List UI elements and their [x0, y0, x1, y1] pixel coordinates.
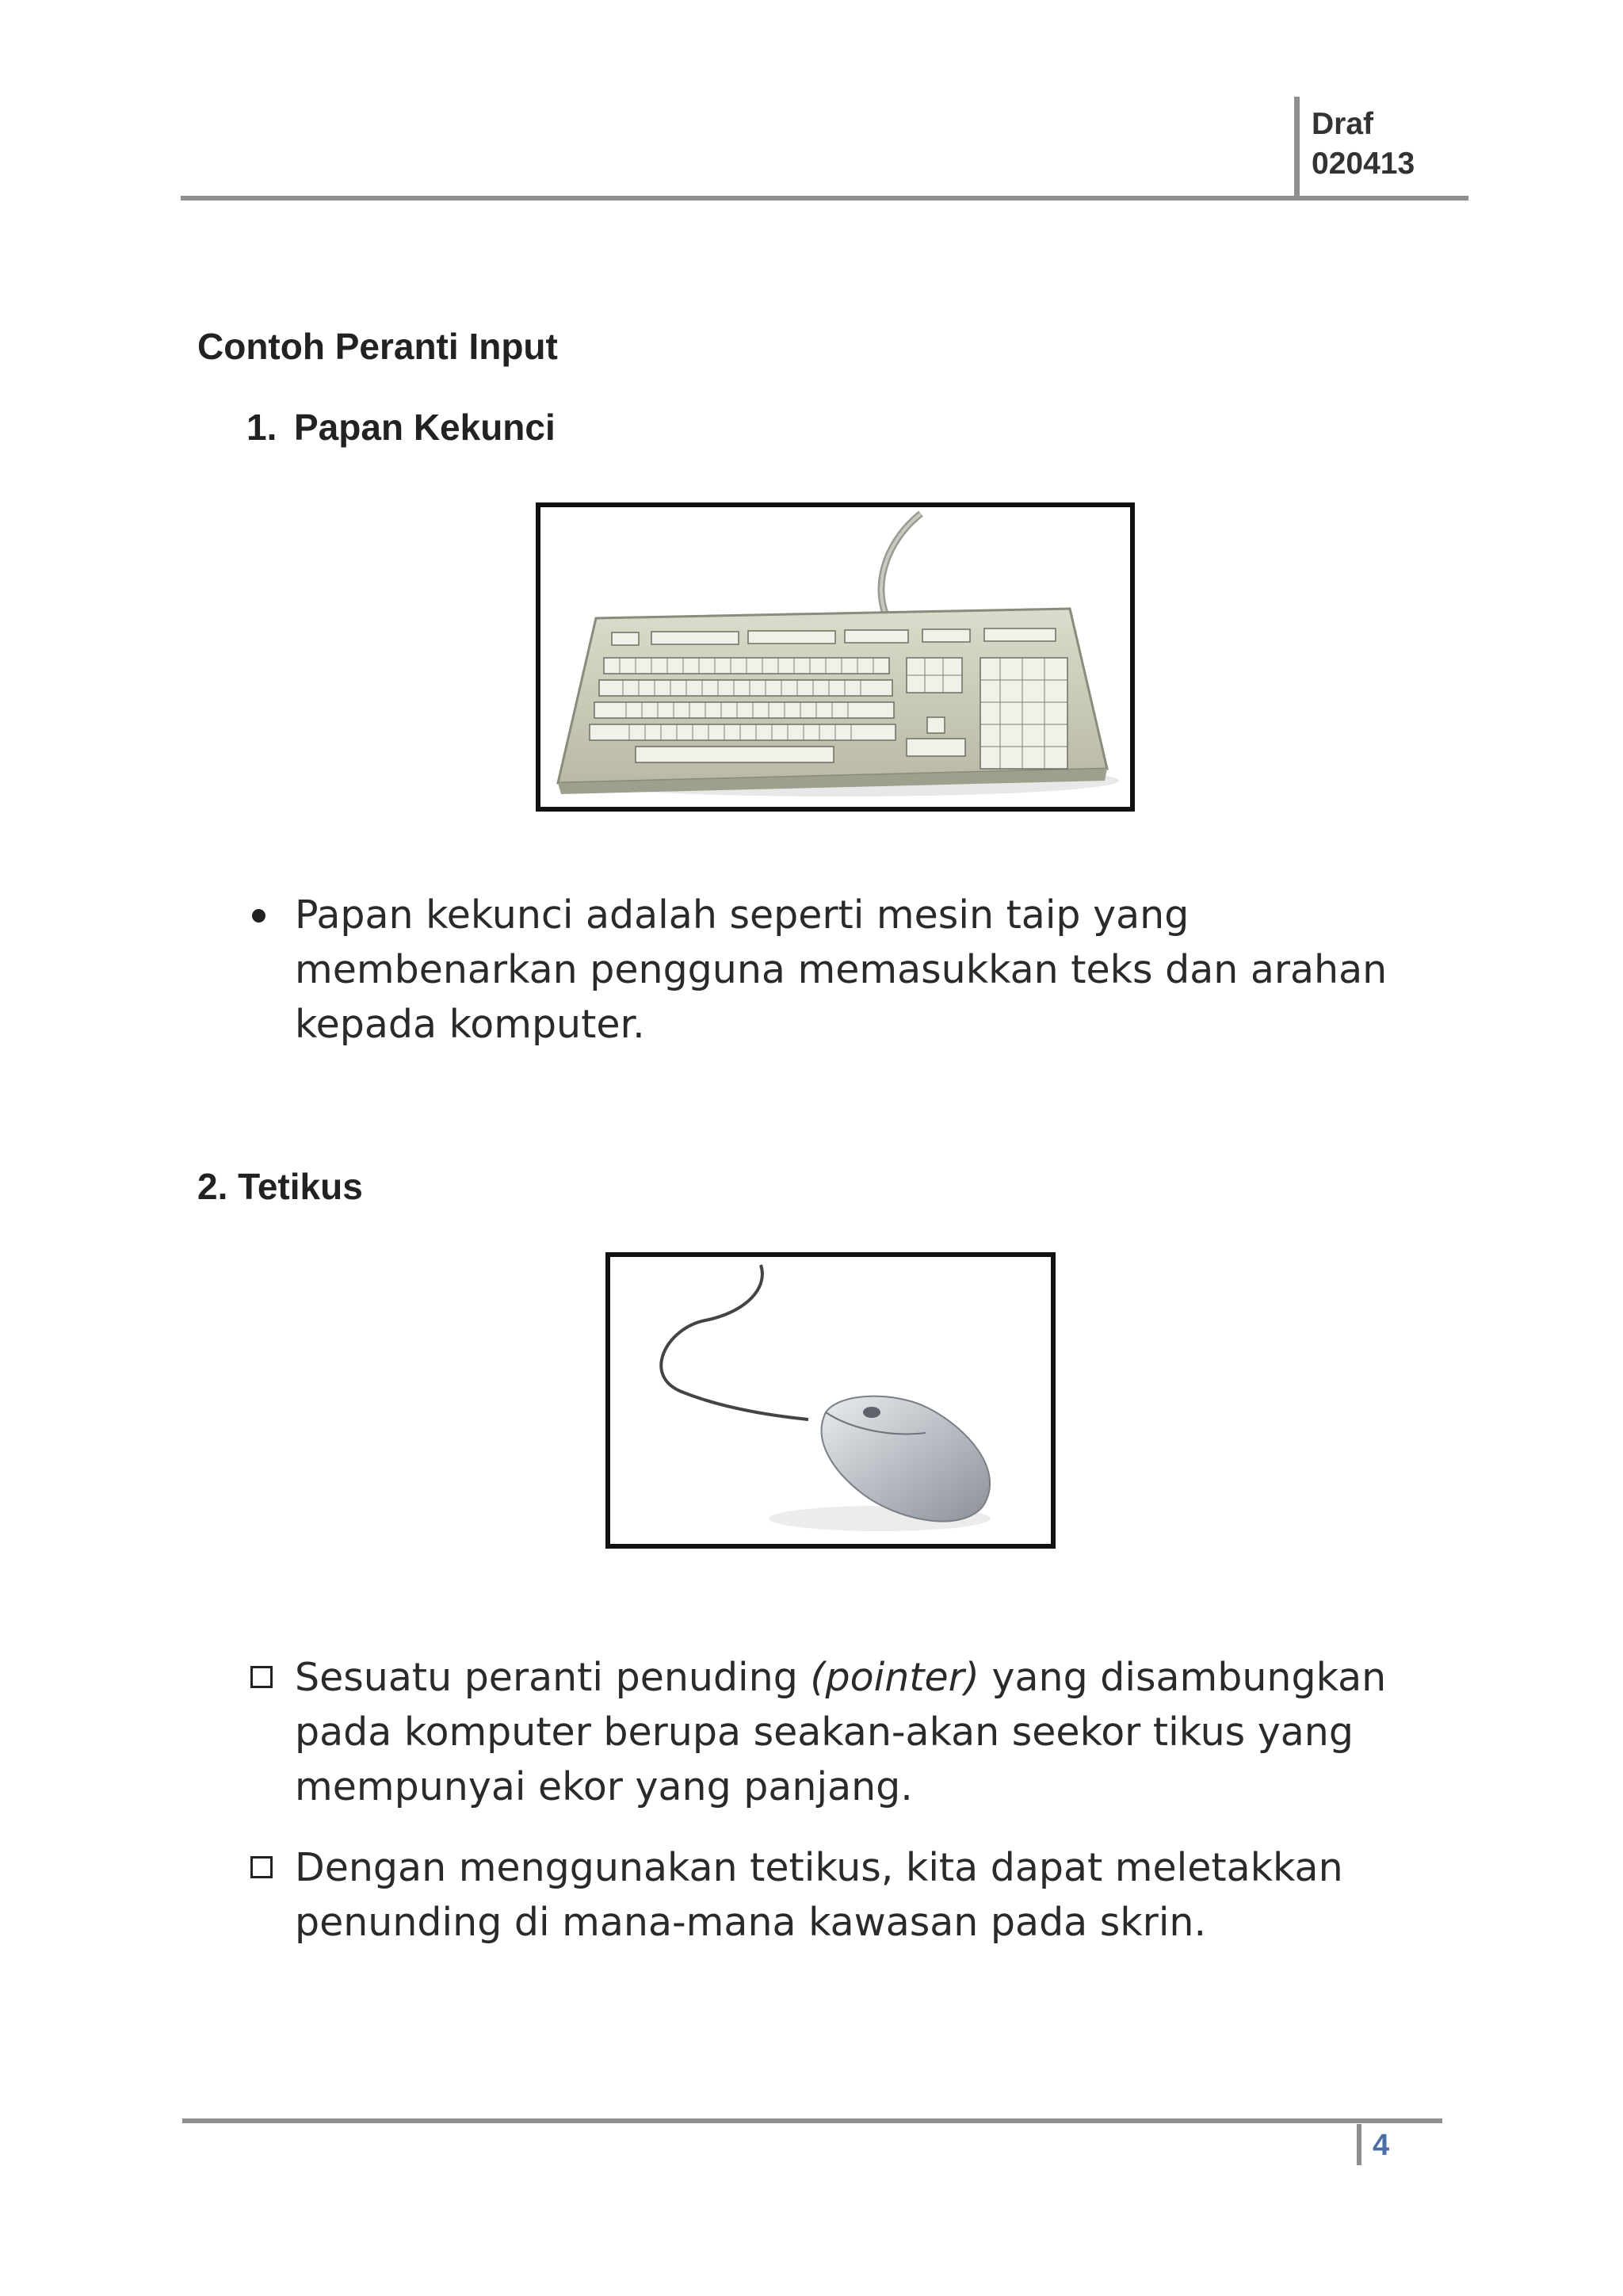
list-item	[246, 888, 1395, 1052]
bullet-text: Dengan menggunakan tetikus, kita dapat meletakkan penunding di mana-mana kawasan pada skrin.	[295, 1845, 1343, 1945]
keyboard-icon	[540, 507, 1130, 807]
bullet-text-part: yang disambungkan pada komputer berupa seakan-akan seekor tikus yang mempunyai ekor yang panjang.	[295, 1655, 1387, 1809]
footer-divider-vertical	[1357, 2124, 1361, 2165]
mouse-image	[605, 1252, 1056, 1549]
header-divider-vertical	[1294, 97, 1300, 198]
header-draft-label	[1312, 105, 1415, 184]
page-number: 4	[1373, 2129, 1390, 2162]
footer-rule	[182, 2118, 1442, 2123]
item-heading-keyboard	[246, 406, 556, 449]
item-heading-mouse	[197, 1165, 363, 1208]
item-title: Papan Kekunci	[294, 407, 556, 448]
list-item	[246, 1840, 1395, 1950]
bullet-text-italic: (pointer)	[810, 1655, 980, 1700]
draft-label: Draf	[1312, 107, 1374, 141]
item-number: 1.	[246, 407, 277, 448]
draft-code: 020413	[1312, 147, 1415, 181]
item-title: Tetikus	[238, 1166, 363, 1207]
bullet-text: Papan kekunci adalah seperti mesin taip yang membenarkan pengguna memasukkan teks dan arahan kepada komputer.	[295, 892, 1388, 1047]
item-number: 2.	[197, 1166, 228, 1207]
header-rule	[181, 196, 1468, 201]
list-item	[246, 1650, 1395, 1814]
bullet-text	[295, 1650, 1395, 1814]
section-title: Contoh Peranti Input	[197, 326, 558, 367]
mouse-icon	[610, 1257, 1051, 1544]
keyboard-image	[536, 502, 1135, 812]
bullet-text-part: Sesuatu peranti penuding	[295, 1655, 811, 1700]
